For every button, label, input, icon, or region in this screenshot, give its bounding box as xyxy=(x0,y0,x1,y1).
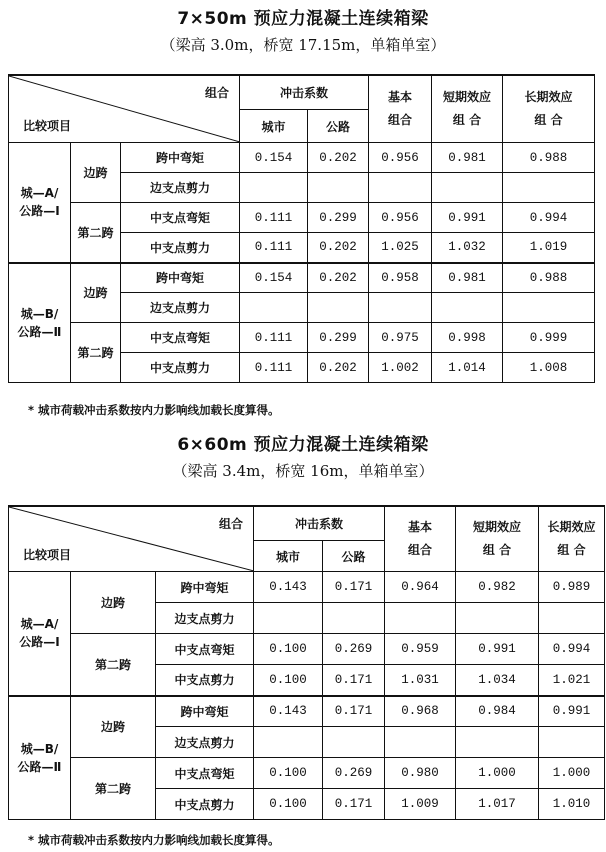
cell-long: 0.988 xyxy=(503,143,595,173)
cell-highway: 0.202 xyxy=(308,143,369,173)
table-2-subtitle: （梁高 3.4m，桥宽 16m，单箱单室） xyxy=(172,462,434,480)
cell-basic: 0.975 xyxy=(369,323,432,353)
cell-highway xyxy=(323,727,385,758)
cell-long: 0.991 xyxy=(539,696,605,727)
cell-long: 1.021 xyxy=(539,665,605,696)
table-row xyxy=(9,263,595,293)
cell-basic: 1.009 xyxy=(385,789,456,820)
cell-city: 0.111 xyxy=(240,233,308,263)
table-2-corner-top: 组合 xyxy=(218,517,243,531)
item-label: 中支点剪力 xyxy=(156,789,254,820)
cell-long: 1.010 xyxy=(539,789,605,820)
cell-basic: 0.958 xyxy=(369,263,432,293)
cell-highway: 0.269 xyxy=(323,758,385,789)
table-1-corner-top: 组合 xyxy=(204,86,229,100)
cell-highway xyxy=(308,293,369,323)
table-2-impact-header: 冲击系数 xyxy=(254,506,385,541)
table-row xyxy=(9,696,605,727)
table-2-footnote: * 城市荷载冲击系数按内力影响线加载长度算得。 xyxy=(28,833,280,847)
table-row xyxy=(9,758,605,789)
cell-basic: 0.959 xyxy=(385,634,456,665)
cell-long: 1.019 xyxy=(503,233,595,263)
cell-short: 1.000 xyxy=(456,758,539,789)
table-row xyxy=(9,634,605,665)
cell-short: 0.998 xyxy=(432,323,503,353)
cell-basic: 0.956 xyxy=(369,143,432,173)
table-2-city-header: 城市 xyxy=(254,541,323,572)
cell-short xyxy=(432,293,503,323)
table-row xyxy=(9,572,605,603)
table-1-corner-cell xyxy=(9,75,240,143)
cell-short: 0.981 xyxy=(432,143,503,173)
cell-city: 0.143 xyxy=(254,572,323,603)
cell-city xyxy=(254,603,323,634)
table-row xyxy=(9,203,595,233)
cell-city: 0.100 xyxy=(254,665,323,696)
cell-basic xyxy=(385,603,456,634)
table-2-title: 6×60m 预应力混凝土连续箱梁 xyxy=(177,435,429,455)
cell-basic xyxy=(369,173,432,203)
item-label: 中支点剪力 xyxy=(121,353,240,383)
item-label: 跨中弯矩 xyxy=(121,143,240,173)
cell-basic: 0.956 xyxy=(369,203,432,233)
table-1-basic-header: 基本 组合 xyxy=(369,75,432,143)
span-label: 边跨 xyxy=(71,263,121,323)
table-1-subtitle: （梁高 3.0m，桥宽 17.15m，单箱单室） xyxy=(160,36,446,54)
table-1-title: 7×50m 预应力混凝土连续箱梁 xyxy=(177,9,429,29)
span-label: 第二跨 xyxy=(71,758,156,820)
span-label: 边跨 xyxy=(71,143,121,203)
table-2-short-header: 短期效应 组 合 xyxy=(456,506,539,572)
cell-short: 1.017 xyxy=(456,789,539,820)
cell-highway: 0.202 xyxy=(308,233,369,263)
item-label: 跨中弯矩 xyxy=(156,696,254,727)
item-label: 中支点弯矩 xyxy=(121,203,240,233)
cell-long: 1.008 xyxy=(503,353,595,383)
cell-basic xyxy=(369,293,432,323)
cell-highway: 0.202 xyxy=(308,353,369,383)
table-row xyxy=(9,143,595,173)
table-1-highway-header: 公路 xyxy=(308,110,369,143)
group-label: 城—A/ 公路—Ⅰ xyxy=(9,143,71,263)
cell-highway: 0.171 xyxy=(323,696,385,727)
table-2-basic-header: 基本 组合 xyxy=(385,506,456,572)
cell-city xyxy=(240,293,308,323)
item-label: 中支点弯矩 xyxy=(156,758,254,789)
cell-basic xyxy=(385,727,456,758)
table-1 xyxy=(8,74,595,383)
cell-city xyxy=(240,173,308,203)
cell-highway: 0.171 xyxy=(323,665,385,696)
cell-highway: 0.299 xyxy=(308,203,369,233)
cell-city: 0.100 xyxy=(254,789,323,820)
cell-long: 0.994 xyxy=(539,634,605,665)
cell-long: 0.988 xyxy=(503,263,595,293)
table-1-city-header: 城市 xyxy=(240,110,308,143)
group-label: 城—A/ 公路—Ⅰ xyxy=(9,572,71,696)
cell-short xyxy=(432,173,503,203)
cell-basic: 1.025 xyxy=(369,233,432,263)
cell-city: 0.111 xyxy=(240,203,308,233)
cell-city: 0.143 xyxy=(254,696,323,727)
span-label: 第二跨 xyxy=(71,203,121,263)
cell-basic: 1.031 xyxy=(385,665,456,696)
table-2-long-header: 长期效应 组 合 xyxy=(539,506,605,572)
cell-long: 0.989 xyxy=(539,572,605,603)
cell-basic: 0.980 xyxy=(385,758,456,789)
cell-short: 1.032 xyxy=(432,233,503,263)
cell-short xyxy=(456,603,539,634)
table-1-short-header: 短期效应 组 合 xyxy=(432,75,503,143)
item-label: 中支点弯矩 xyxy=(156,634,254,665)
table-2-corner-cell xyxy=(9,506,254,572)
cell-long: 0.994 xyxy=(503,203,595,233)
cell-city: 0.100 xyxy=(254,634,323,665)
cell-basic: 0.964 xyxy=(385,572,456,603)
item-label: 边支点剪力 xyxy=(121,293,240,323)
cell-short: 1.014 xyxy=(432,353,503,383)
group-label: 城—B/ 公路—Ⅱ xyxy=(9,263,71,383)
item-label: 跨中弯矩 xyxy=(121,263,240,293)
cell-highway: 0.269 xyxy=(323,634,385,665)
cell-city: 0.100 xyxy=(254,758,323,789)
item-label: 中支点剪力 xyxy=(156,665,254,696)
cell-basic: 0.968 xyxy=(385,696,456,727)
cell-short: 1.034 xyxy=(456,665,539,696)
cell-highway: 0.171 xyxy=(323,572,385,603)
table-1-impact-header: 冲击系数 xyxy=(240,75,369,110)
item-label: 中支点剪力 xyxy=(121,233,240,263)
cell-long xyxy=(503,293,595,323)
cell-city: 0.111 xyxy=(240,353,308,383)
cell-highway xyxy=(308,173,369,203)
item-label: 边支点剪力 xyxy=(121,173,240,203)
span-label: 第二跨 xyxy=(71,323,121,383)
table-1-footnote: * 城市荷载冲击系数按内力影响线加载长度算得。 xyxy=(28,403,280,417)
cell-short: 0.984 xyxy=(456,696,539,727)
cell-short xyxy=(456,727,539,758)
item-label: 边支点剪力 xyxy=(156,727,254,758)
cell-basic: 1.002 xyxy=(369,353,432,383)
cell-city: 0.154 xyxy=(240,143,308,173)
cell-city: 0.154 xyxy=(240,263,308,293)
table-2 xyxy=(8,505,605,820)
table-2-corner-bottom: 比较项目 xyxy=(23,548,72,562)
table-1-long-header: 长期效应 组 合 xyxy=(503,75,595,143)
cell-highway: 0.299 xyxy=(308,323,369,353)
cell-highway xyxy=(323,603,385,634)
item-label: 跨中弯矩 xyxy=(156,572,254,603)
cell-long xyxy=(503,173,595,203)
cell-short: 0.991 xyxy=(432,203,503,233)
span-label: 边跨 xyxy=(71,572,156,634)
cell-long xyxy=(539,603,605,634)
cell-short: 0.981 xyxy=(432,263,503,293)
cell-highway: 0.202 xyxy=(308,263,369,293)
cell-city: 0.111 xyxy=(240,323,308,353)
table-2-highway-header: 公路 xyxy=(323,541,385,572)
cell-short: 0.991 xyxy=(456,634,539,665)
item-label: 中支点弯矩 xyxy=(121,323,240,353)
cell-highway: 0.171 xyxy=(323,789,385,820)
cell-long xyxy=(539,727,605,758)
span-label: 边跨 xyxy=(71,696,156,758)
span-label: 第二跨 xyxy=(71,634,156,696)
cell-city xyxy=(254,727,323,758)
item-label: 边支点剪力 xyxy=(156,603,254,634)
cell-long: 0.999 xyxy=(503,323,595,353)
cell-long: 1.000 xyxy=(539,758,605,789)
group-label: 城—B/ 公路—Ⅱ xyxy=(9,696,71,820)
cell-short: 0.982 xyxy=(456,572,539,603)
table-1-corner-bottom: 比较项目 xyxy=(23,119,72,133)
table-row xyxy=(9,323,595,353)
